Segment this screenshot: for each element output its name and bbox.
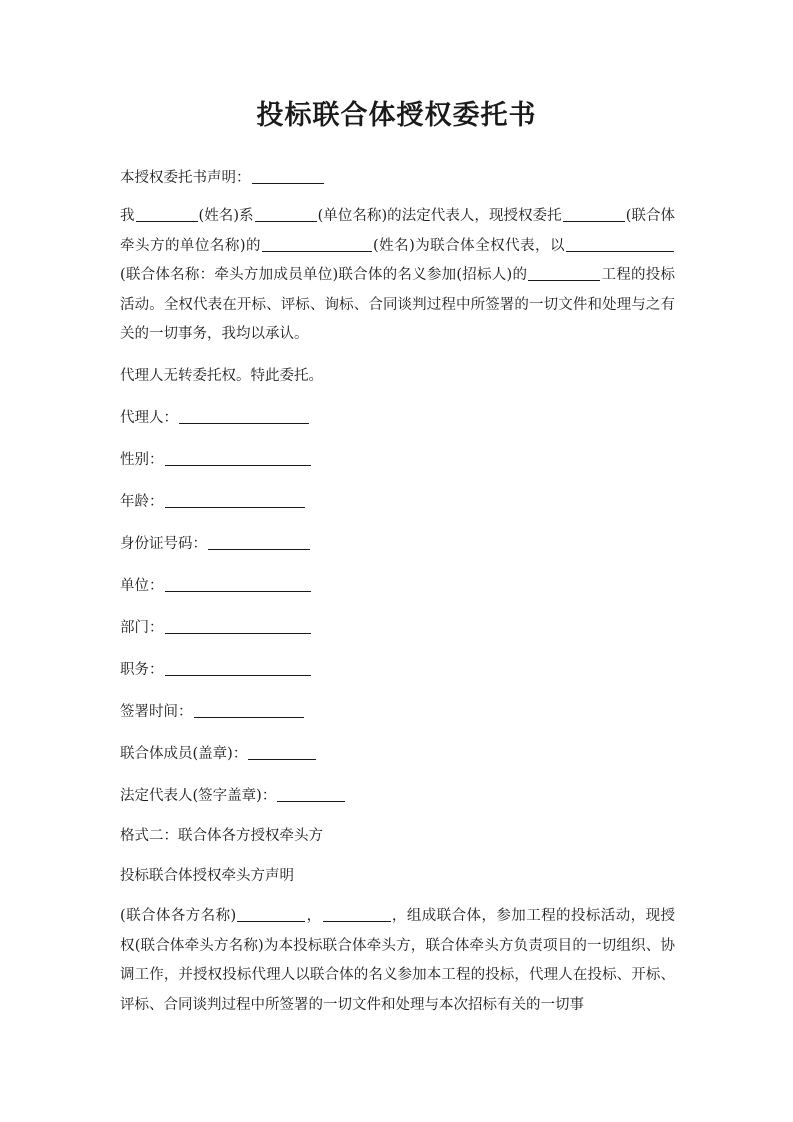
unit-label: 单位：: [120, 578, 164, 594]
agent-field: [120, 408, 310, 428]
para1-text-3: (单位名称)的法定代表人，现授权委托: [317, 208, 562, 224]
para1-text-5: (姓名)为联合体全权代表，以: [372, 237, 565, 254]
para1-text-4: (联合体牵头方的单位名称)的: [120, 208, 675, 254]
member-two-blank[interactable]: [323, 907, 391, 922]
format-two-subheading: 投标联合体授权牵头方声明: [120, 868, 294, 884]
gender-blank[interactable]: [165, 451, 311, 466]
member-seal-blank[interactable]: [248, 745, 316, 760]
id-number-blank[interactable]: [208, 535, 310, 550]
position-blank[interactable]: [165, 661, 311, 676]
no-subdelegation-text: 代理人无转委托权。特此委托。: [120, 368, 323, 384]
unit-name-blank[interactable]: [255, 207, 317, 222]
department-field: [120, 618, 312, 638]
agent-blank[interactable]: [179, 409, 309, 424]
id-number-label: 身份证号码：: [120, 536, 207, 552]
lead-party-paragraph: [120, 902, 675, 1020]
para2-text-2: ，: [306, 908, 322, 924]
department-label: 部门：: [120, 620, 164, 636]
para1-text-1: 我: [120, 208, 135, 224]
legal-rep-label: 法定代表人(签字盖章)：: [120, 788, 277, 804]
agent-name-blank[interactable]: [262, 237, 372, 252]
sign-time-blank[interactable]: [194, 703, 304, 718]
sign-time-field: [120, 702, 305, 722]
para1-text-6: (联合体名称：牵头方加成员单位)联合体的名义参加(招标人)的: [120, 267, 528, 283]
gender-field: [120, 450, 312, 470]
para2-text-3: ，组成联合体，参加工程的投标活动，现授权(联合体牵头方名称)为本投标联合体牵头方，联合体牵头方负责项目的一切组织、协调工作，并授权投标代理人以联合体的名义参加本工程的投标，代理人在投标、开标、评标、合同谈判过程中所签署的一切文件和处理与本次招标有关的一切事: [120, 908, 675, 1013]
principal-name-blank[interactable]: [136, 207, 198, 222]
statement-line: [120, 168, 325, 188]
position-field: [120, 660, 312, 680]
member-seal-field: [120, 744, 317, 764]
unit-blank[interactable]: [165, 577, 311, 592]
statement-blank[interactable]: [252, 169, 324, 184]
department-blank[interactable]: [165, 619, 311, 634]
member-one-blank[interactable]: [237, 907, 305, 922]
member-seal-label: 联合体成员(盖章)：: [120, 746, 248, 762]
para2-text-1: (联合体各方名称): [120, 908, 237, 924]
legal-rep-blank[interactable]: [277, 787, 345, 802]
consortium-name-blank[interactable]: [566, 237, 674, 252]
age-field: [120, 492, 306, 512]
document-title: 投标联合体授权委托书: [256, 100, 537, 131]
agent-label: 代理人：: [120, 410, 178, 426]
position-label: 职务：: [120, 662, 164, 678]
lead-party-blank[interactable]: [563, 207, 625, 222]
authorization-paragraph: [120, 202, 675, 350]
format-two-heading: 格式二：联合体各方授权牵头方: [120, 828, 323, 844]
age-label: 年龄：: [120, 494, 164, 510]
id-number-field: [120, 534, 311, 554]
gender-label: 性别：: [120, 452, 164, 468]
para1-text-7: 工程的投标活动。全权代表在开标、评标、询标、合同谈判过程中所签署的一切文件和处理与之有关的一切事务，我均以承认。: [120, 267, 675, 342]
para1-text-2: (姓名)系: [198, 208, 254, 224]
statement-label: 本授权委托书声明：: [120, 170, 251, 186]
legal-rep-field: [120, 786, 346, 806]
project-name-blank[interactable]: [528, 266, 600, 281]
sign-time-label: 签署时间：: [120, 704, 193, 720]
age-blank[interactable]: [165, 493, 305, 508]
unit-field: [120, 576, 312, 596]
